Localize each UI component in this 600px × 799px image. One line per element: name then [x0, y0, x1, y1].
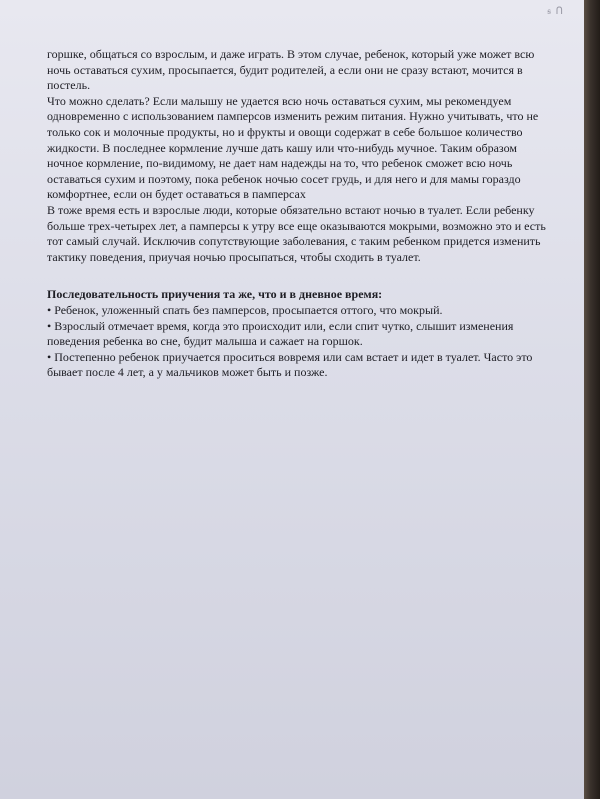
bullet-list — [47, 303, 547, 381]
bullet-item-1: • Ребенок, уложенный спать без памперсов, просыпается оттого, что мокрый. — [47, 302, 443, 317]
paragraph-2: Что можно сделать? Если малышу не удается всю ночь оставаться сухим, мы рекомендуем одновременно с использованием памперсов изменить режим питания. Нужно учитывать, что не только сок и молочные продукты, но и фрукты и овощи содержат в себе большое количество жидкости. В последнее кормление лучше дать кашу или что-нибудь мучное. Таким образом ночное кормление, по-видимому, не дает нам надежды на то, что ребенок сможет всю ночь оставаться сухим и поэтому, пока ребенок ночью сосет грудь, и для него и для мамы гораздо комфортнее, если он будет оставаться в памперсах — [47, 93, 539, 202]
bullet-item-2: • Взрослый отмечает время, когда это происходит или, если спит чутко, слышит изменения поведения ребенка во сне, будит малыша и сажает на горшок. — [47, 318, 514, 349]
table-background — [584, 0, 600, 799]
paragraph-3: В тоже время есть и взрослые люди, которые обязательно встают ночью в туалет. Если ребенку больше трех-четырех лет, а памперсы к утру все еще оказываются мокрыми, возможно это и есть тот самый случай. Исключив сопутствующие заболевания, с таким ребенком придется изменить тактику поведения, приучая ночью просыпаться, чтобы сходить в туалет. — [47, 202, 546, 264]
corner-mark: ꭶ ꓵ — [547, 6, 564, 17]
section-gap — [47, 265, 547, 287]
paragraph-1: горшке, общаться со взрослым, и даже играть. В этом случае, ребенок, который уже может всю ночь оставаться сухим, просыпается, будит родителей, а если они не сразу встают, мочится в постель. — [47, 47, 535, 93]
bullet-item-3: • Постепенно ребенок приучается проситься вовремя или сам встает и идет в туалет. Часто это бывает после 4 лет, а у мальчиков может быть и позже. — [47, 349, 533, 380]
section-heading: Последовательность приучения та же, что и в дневное время: — [47, 287, 383, 302]
document-body — [47, 47, 547, 381]
